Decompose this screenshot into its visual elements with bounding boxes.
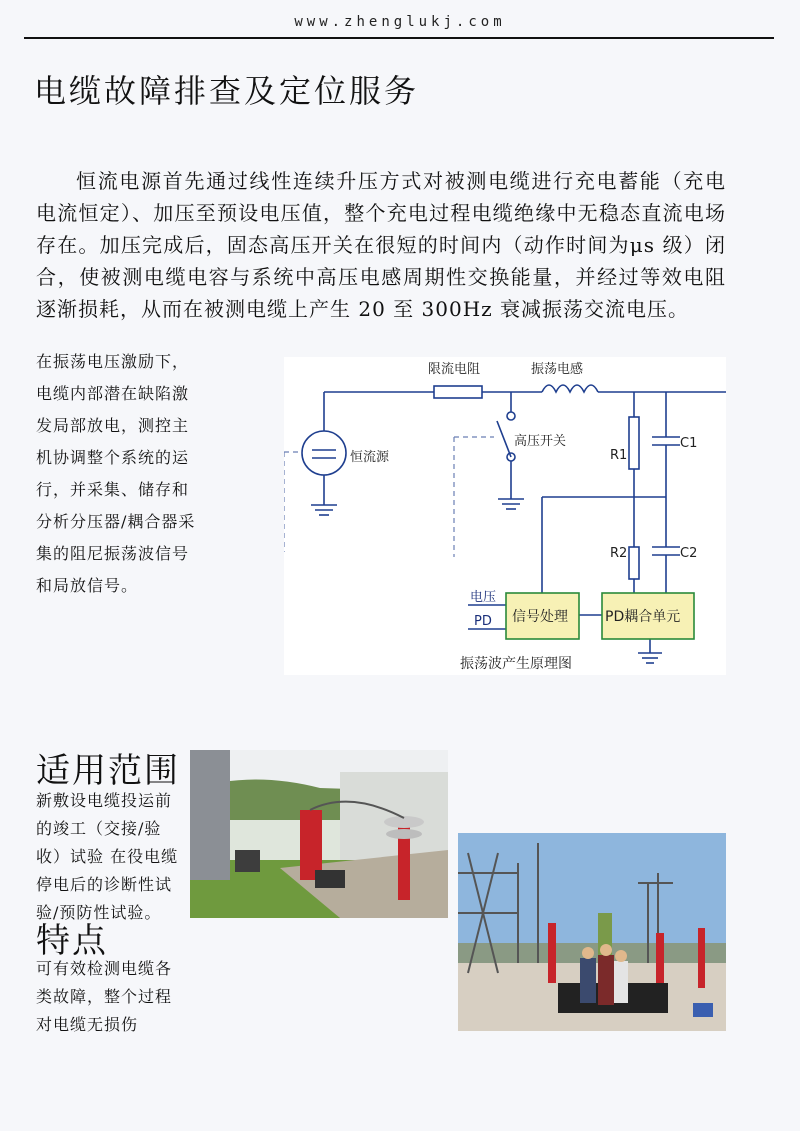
circuit-diagram	[284, 357, 726, 675]
label-c2: C2	[680, 546, 698, 561]
diagram-caption: 振荡波产生原理图	[460, 656, 572, 672]
label-pd-coupling-unit: PD耦合单元	[605, 609, 681, 625]
scope-text: 新敷设电缆投运前的竣工（交接/验收）试验 在役电缆停电后的诊断性试验/预防性试验。	[36, 791, 179, 922]
hv-switch-icon	[497, 421, 511, 457]
label-oscillation-inductor: 振荡电感	[531, 362, 584, 377]
features-text: 可有效检测电缆各类故障，整个过程对电缆无损伤	[36, 959, 173, 1034]
substation-photo-2	[458, 833, 726, 1031]
label-signal-processing: 信号处理	[512, 609, 568, 625]
label-pd: PD	[474, 614, 492, 629]
scope-title: 适用范围	[36, 751, 180, 791]
intro-paragraph: 恒流电源首先通过线性连续升压方式对被测电缆进行充电蓄能（充电电流恒定）、加压至预设电压值，整个充电过程电缆绝缘中无稳态直流电场存在。加压完成后，固态高压开关在很短的时间内（动作时间为μs 级）闭合，使被测电缆电容与系统中高压电感周期性交换能量，并经过等效电阻逐渐损耗，从而在被测电缆上产生 20 至 300Hz 衰减振荡交流电压。	[36, 169, 726, 321]
side-paragraph: 在振荡电压激励下，电缆内部潜在缺陷激发局部放电，测控主机协调整个系统的运行，并采集、储存和分析分压器/耦合器采集的阻尼振荡波信号和局放信号。	[36, 352, 196, 595]
current-limit-resistor-icon	[434, 386, 482, 398]
label-hv-switch: 高压开关	[514, 434, 567, 449]
source-circle-icon	[302, 431, 346, 475]
label-constant-current-source: 恒流源	[350, 450, 390, 465]
page-title: 电缆故障排查及定位服务	[34, 72, 420, 110]
substation-photo-1	[190, 750, 448, 918]
label-current-limit-resistor: 限流电阻	[428, 362, 481, 377]
label-voltage: 电压	[470, 590, 497, 605]
label-c1: C1	[680, 436, 698, 451]
label-r2: R2	[610, 546, 628, 561]
circuit-svg	[284, 357, 726, 675]
top-rule	[24, 37, 774, 39]
features-title: 特点	[36, 921, 108, 961]
inductor-icon	[542, 385, 598, 392]
label-r1: R1	[610, 448, 628, 463]
site-url: www.zhenglukj.com	[294, 14, 506, 30]
